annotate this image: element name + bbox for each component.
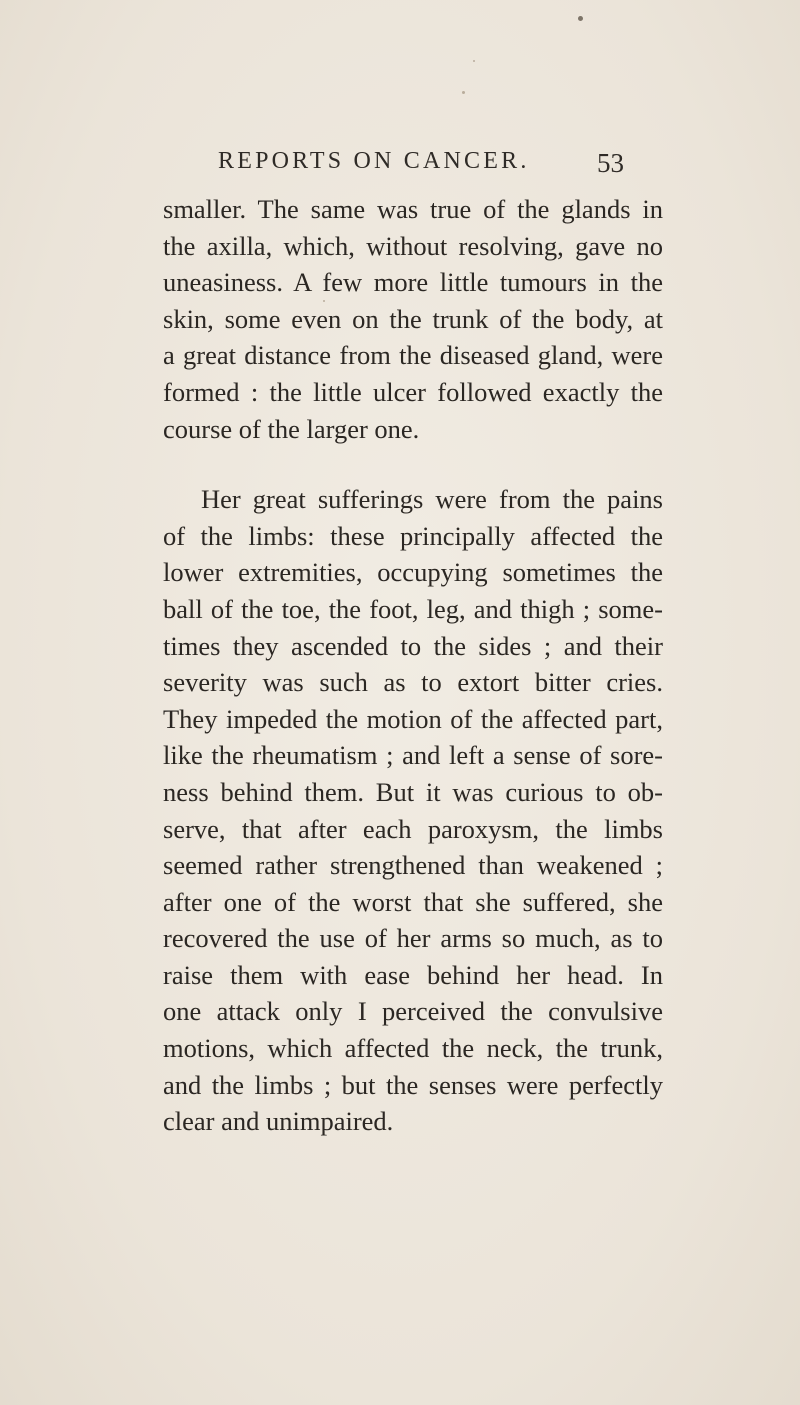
running-head — [0, 148, 800, 188]
text-line: times they ascended to the sides ; and their — [163, 630, 663, 661]
text-line: like the rheumatism ; and left a sense of sore- — [163, 740, 663, 771]
paper-speck — [578, 16, 583, 21]
running-title: REPORTS ON CANCER. — [218, 148, 530, 174]
paragraph — [163, 191, 663, 447]
body-text — [163, 191, 663, 1140]
text-line: ness behind them. But it was curious to ob- — [163, 776, 663, 807]
text-line: ball of the toe, the foot, leg, and thigh ; some- — [163, 593, 663, 624]
text-line: a great distance from the diseased gland, were — [163, 340, 663, 371]
text-line: of the limbs: these principally affected the — [163, 520, 663, 551]
text-line: after one of the worst that she suffered, she — [163, 886, 663, 917]
text-line: lower extremities, occupying sometimes the — [163, 557, 663, 588]
text-line: and the limbs ; but the senses were perfectly — [163, 1069, 663, 1100]
text-line: recovered the use of her arms so much, as to — [163, 923, 663, 954]
text-line: formed : the little ulcer followed exactly the — [163, 376, 663, 407]
paper-speck — [473, 60, 475, 62]
paper-speck — [462, 91, 465, 94]
text-line: severity was such as to extort bitter cries. — [163, 667, 663, 698]
text-line: motions, which affected the neck, the trunk, — [163, 1033, 663, 1064]
text-line: raise them with ease behind her head. In — [163, 959, 663, 990]
text-line: clear and unimpaired. — [163, 1106, 394, 1137]
text-line: They impeded the motion of the affected part, — [163, 703, 663, 734]
page-number: 53 — [597, 148, 624, 178]
text-line: one attack only I perceived the convulsive — [163, 996, 663, 1027]
text-line: smaller. The same was true of the glands in — [163, 194, 663, 224]
text-line: course of the larger one. — [163, 413, 420, 444]
paragraph — [163, 481, 663, 1140]
text-line: the axilla, which, without resolving, gave no — [163, 230, 663, 261]
paragraph-gap — [163, 447, 663, 481]
text-line: seemed rather strengthened than weakened ; — [163, 850, 663, 881]
text-line: Her great sufferings were from the pains — [201, 484, 663, 515]
text-line: serve, that after each paroxysm, the limbs — [163, 813, 663, 844]
text-line: uneasiness. A few more little tumours in the — [163, 267, 663, 298]
text-line: skin, some even on the trunk of the body, at — [163, 303, 663, 334]
